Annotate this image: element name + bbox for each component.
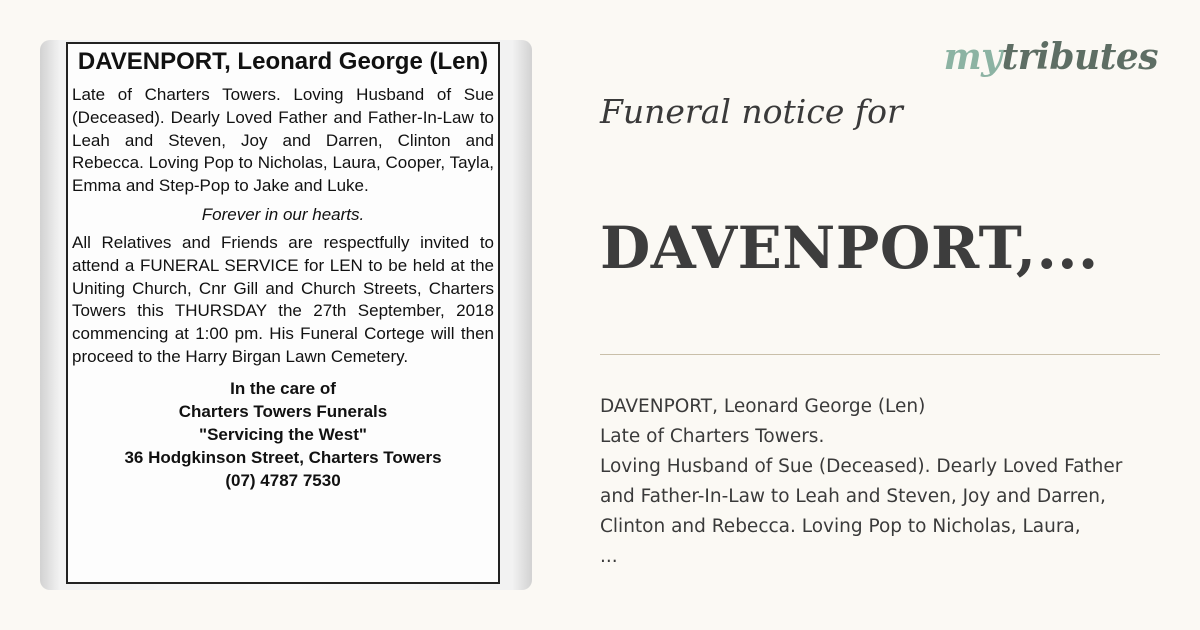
newspaper-notice xyxy=(66,42,500,584)
funeral-notice-kicker: Funeral notice for xyxy=(600,92,903,131)
excerpt-line: DAVENPORT, Leonard George (Len) xyxy=(600,396,926,417)
notice-excerpt xyxy=(600,392,1160,572)
deceased-name-title: DAVENPORT,... xyxy=(600,214,1099,282)
logo-part-my: my xyxy=(943,36,1002,78)
care-line: In the care of xyxy=(230,378,336,398)
excerpt-line: Clinton and Rebecca. Loving Pop to Nicholas, Laura, xyxy=(600,516,1081,537)
care-line: Charters Towers Funerals xyxy=(178,401,388,421)
mytributes-logo[interactable] xyxy=(944,36,1158,78)
notice-care-block xyxy=(72,377,494,492)
excerpt-line: Loving Husband of Sue (Deceased). Dearly Loved Father xyxy=(600,456,1123,477)
notice-tagline: Forever in our hearts. xyxy=(201,204,365,224)
notice-clipping-image xyxy=(40,40,532,590)
divider xyxy=(600,354,1160,355)
care-line: "Servicing the West" xyxy=(199,424,367,444)
care-line: (07) 4787 7530 xyxy=(225,470,341,490)
excerpt-line: and Father-In-Law to Leah and Steven, Joy and Darren, xyxy=(600,486,1106,507)
notice-heading: DAVENPORT, Leonard George (Len) xyxy=(77,48,489,75)
excerpt-ellipsis: ... xyxy=(600,546,618,567)
notice-paragraph-1: Late of Charters Towers. Loving Husband of Sue (Deceased). Dearly Loved Father and Father-In-Law to Leah and Steven, Joy and Darren, Clinton and Rebecca. Loving Pop to Nicholas, Laura, Cooper, Tayla, Emma and Step-Pop to Jake and Luke. xyxy=(72,85,494,196)
logo-part-tributes: tributes xyxy=(1001,36,1158,78)
excerpt-line: Late of Charters Towers. xyxy=(600,426,825,447)
care-line: 36 Hodgkinson Street, Charters Towers xyxy=(124,447,442,467)
notice-paragraph-2: All Relatives and Friends are respectfully invited to attend a FUNERAL SERVICE for LEN to be held at the Uniting Church, Cnr Gill and Church Streets, Charters Towers this THURSDAY the 27th September, 2018 commencing at 1:00 pm. His Funeral Cortege will then proceed to the Harry Birgan Lawn Cemetery. xyxy=(72,232,494,366)
